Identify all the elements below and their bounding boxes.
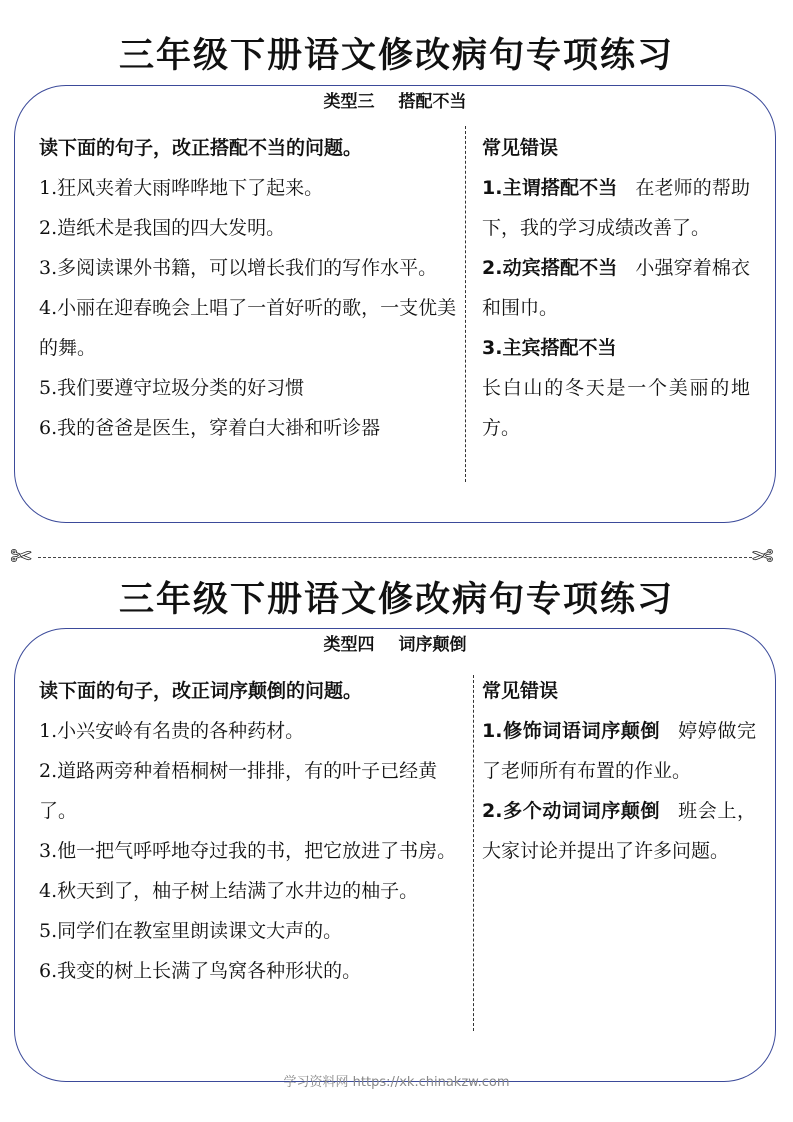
column-divider <box>465 126 466 482</box>
errors-heading: 常见错误 <box>482 680 559 702</box>
error-item <box>482 711 756 791</box>
list-item: 4.秋天到了，柚子树上结满了水井边的柚子。 <box>39 880 419 902</box>
error-example: 在老师的帮助下，我的学习成绩改善了。 <box>482 177 750 239</box>
list-item: 1.小兴安岭有名贵的各种药材。 <box>39 720 305 742</box>
type-label: 类型三 <box>323 92 375 112</box>
scissors-icon: ✄ <box>10 542 32 572</box>
list-item: 6.我的爸爸是医生，穿着白大褂和听诊器 <box>39 417 381 439</box>
error-item <box>482 248 750 328</box>
error-label: 2.动宾搭配不当 <box>482 257 618 279</box>
instruction: 读下面的句子，改正词序颠倒的问题。 <box>39 680 363 702</box>
list-item: 2.道路两旁种着梧桐树一排排，有的叶子已经黄了。 <box>39 760 438 822</box>
error-item <box>482 328 750 368</box>
error-label: 3.主宾搭配不当 <box>482 337 617 359</box>
list-item: 5.我们要遵守垃圾分类的好习惯 <box>39 377 305 399</box>
list-item: 1.狂风夹着大雨哗哗地下了起来。 <box>39 177 324 199</box>
questions-column <box>39 128 463 448</box>
error-example: 婷婷做完了老师所有布置的作业。 <box>482 720 756 782</box>
error-label: 1.修饰词语词序颠倒 <box>482 720 661 742</box>
scissors-icon: ✄ <box>752 542 774 572</box>
list-item: 3.多阅读课外书籍，可以增长我们的写作水平。 <box>39 257 438 279</box>
error-item <box>482 791 756 871</box>
error-example: 长白山的冬天是一个美丽的地方。 <box>482 377 750 439</box>
type-name: 搭配不当 <box>398 92 467 112</box>
cut-line <box>38 557 752 558</box>
footer-watermark: 学习资料网 https://xk.chinakzw.com <box>283 1075 510 1090</box>
error-label: 2.多个动词词序颠倒 <box>482 800 661 822</box>
list-item: 6.我变的树上长满了鸟窝各种形状的。 <box>39 960 362 982</box>
list-item: 5.同学们在教室里朗读课文大声的。 <box>39 920 343 942</box>
type-subtitle <box>15 90 775 114</box>
errors-column <box>482 671 756 871</box>
error-example: 班会上，大家讨论并提出了许多问题。 <box>482 800 756 862</box>
questions-column <box>39 671 469 991</box>
exercise-card <box>14 85 776 523</box>
column-divider <box>473 675 474 1031</box>
exercise-card <box>14 628 776 1082</box>
list-item: 2.造纸术是我国的四大发明。 <box>39 217 286 239</box>
list-item: 3.他一把气呼呼地夺过我的书，把它放进了书房。 <box>39 840 457 862</box>
type-label: 类型四 <box>323 635 375 655</box>
type-name: 词序颠倒 <box>398 635 467 655</box>
error-item <box>482 168 750 248</box>
type-subtitle <box>15 633 775 657</box>
instruction: 读下面的句子，改正搭配不当的问题。 <box>39 137 363 159</box>
section-title: 三年级下册语文修改病句专项练习 <box>118 36 674 76</box>
errors-heading: 常见错误 <box>482 137 559 159</box>
error-example: 小强穿着棉衣和围巾。 <box>482 257 750 319</box>
section-title: 三年级下册语文修改病句专项练习 <box>118 580 674 620</box>
error-label: 1.主谓搭配不当 <box>482 177 618 199</box>
errors-column <box>482 128 750 448</box>
list-item: 4.小丽在迎春晚会上唱了一首好听的歌，一支优美的舞。 <box>39 297 457 359</box>
